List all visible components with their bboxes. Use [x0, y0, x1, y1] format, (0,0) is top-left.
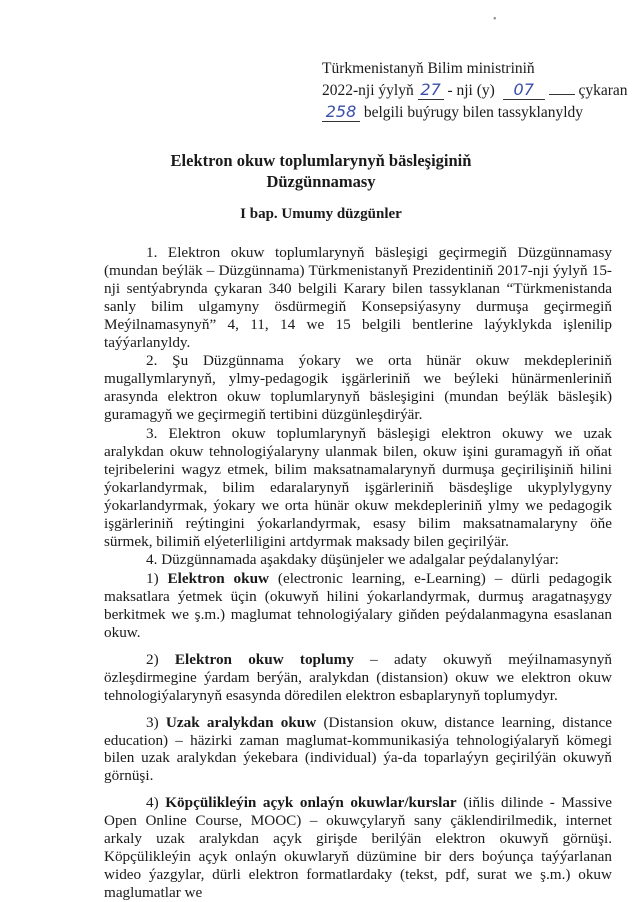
definition-2-text: – adaty okuwyň meýilnamasynyň özleşdirmegine ýardam berýän, aralykdan (distansion) okuw we elektron okuw tehnologiýalarynyň esasynda döredilen elektron esbaplarynyň toplumydyr.: [104, 650, 613, 704]
definition-1: [104, 570, 612, 642]
document-body: [104, 244, 612, 902]
definition-4-text: (iňlis dilinde - Massive Open Online Course, MOOC) – okuwçylaryň sany çäklendirilmedik, internet arkaly uzak aralykdan açyk girişde berilýän elektron okuwyň görnüşi. Köpçülikleýin açyk onlaýn okuwlaryň düzümine bir ders boýunça taýýarlanan wideo ýazgylar, dürli elektron formatlardaky (tekst, pdf, surat we ş.m.) okuw maglumatlar we: [104, 794, 612, 901]
handwritten-day: 27: [418, 81, 444, 100]
definition-3-number: 3): [146, 713, 159, 731]
definition-3-text: (Distansion okuw, distance learning, distance education) – häzirki zaman maglumat-kommunikasiýa tehnologiýalaryň kömegi bilen uzak aralykdan ýekebara (individual) ýa-da toparlaýyn geçirilýän okuwyň görnüşi.: [104, 713, 613, 785]
approval-line-2: [322, 80, 628, 102]
definition-1-term: Elektron okuw: [167, 570, 269, 588]
definition-4-term: Köpçülikleýin açyk onlaýn okuwlar/kurslar: [165, 794, 457, 812]
title-line-2: Düzgünnamasy: [266, 172, 376, 191]
handwritten-month: 07: [503, 81, 545, 100]
approval-date-prefix: 2022-nji ýylyň: [322, 82, 414, 99]
definition-4-number: 4): [146, 794, 159, 812]
approval-line-1: Türkmenistanyň Bilim ministriniň: [322, 60, 535, 77]
paragraph-3: 3. Elektron okuw toplumlarynyň bäsleşigi elektron okuwy we uzak aralykdan okuw tehnologiýalaryny ulanmak bilen, okuw işini guramagyň iň oňat tejribelerini wagyz etmek, bilim maksatnamalarynyň durmuşa geçirilişiniň hilini ýokarlandyrmak, bilim edaralarynyň işgärleriniň bäsdeşlige ukyplylygyny ýokarlandyrmak, ýokary we orta hünär okuw mekdepleriniň ylmy we pedagogik işgärleriniň reýtingini ýokarlandyrmak, esasy bilim maksatnamalaryny öňe sürmek, bilimiň elýeterliligini artdyrmak maksady bilen geçirilýär.: [104, 425, 612, 550]
paragraph-2: 2. Şu Düzgünnama ýokary we orta hünär okuw mekdepleriniň mugallymlarynyň, ylmy-pedagogik işgärleriniň we beýleki hünärmenleriniň arasynda elektron okuw toplumlarynyň bäsleşigini (mundan beýläk bäsleşik) guramagyň we geçirmegiň tertibini düzgünleşdirýär.: [104, 352, 612, 424]
chapter-heading: I bap. Umumy düzgünler: [240, 206, 402, 222]
definition-3-term: Uzak aralykdan okuw: [165, 713, 317, 731]
handwritten-order-number: 258: [322, 103, 360, 122]
definition-2-term: Elektron okuw toplumy: [174, 650, 354, 668]
title-line-1: Elektron okuw toplumlarynyň bäsleşiginiň: [170, 151, 472, 170]
definition-4: [104, 794, 612, 901]
approval-date-suffix: çykaran: [578, 82, 628, 99]
definition-1-number: 1): [146, 570, 159, 588]
document-title: [0, 150, 642, 192]
paragraph-1: 1. Elektron okuw toplumlarynyň bäsleşigi geçirmegiň Düzgünnamasy (mundan beýläk – Düzgünnama) Türkmenistanyň Prezidentiniň 2017-nji ýylyň 15-nji sentýabrynda çykaran 340 belgili Karary bilen tassyklanan “Türkmenistanda sanly bilim ulgamyny ösdürmegiň Konsepsiýasyny durmuşa geçirmegiň Meýilnamasynyň” 4, 11, 14 we 15 belgili bentlerine laýyklykda işlenilip taýýarlanyldy.: [104, 244, 612, 351]
approval-line-3: [322, 102, 628, 124]
blank-underline: [549, 80, 575, 95]
definition-2: [104, 651, 612, 705]
approval-date-mid: - nji (y): [447, 82, 495, 99]
scan-dot: •: [493, 14, 497, 25]
paragraph-4: 4. Düzgünnamada aşakdaky düşünjeler we adalgalar peýdalanylýar:: [146, 551, 559, 569]
approval-line-3-text: belgili buýrugy bilen tassyklanyldy: [363, 104, 584, 121]
definition-3: [104, 714, 612, 786]
definition-1-text: (electronic learning, e-Learning) – dürli pedagogik maksatlara ýetmek üçin (okuwyň hilini ýokarlandyrmak, durmuş aragatnaşygy berkitmek we ş.m.) maglumat tehnologiýalary giňden peýdalanmagyna esaslanan okuw.: [104, 570, 613, 642]
approval-stamp-text: [322, 58, 628, 124]
definition-2-number: 2): [146, 650, 159, 668]
